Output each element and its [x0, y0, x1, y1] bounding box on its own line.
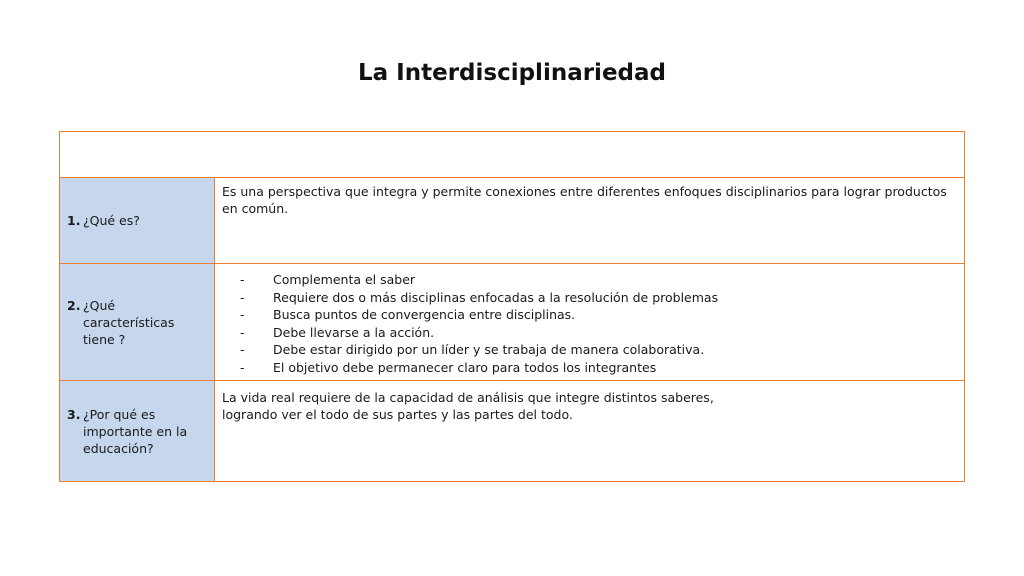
row-label: ¿Qué características tiene ? — [83, 297, 175, 347]
list-item: - Complementa el saber — [222, 271, 956, 289]
list-item: - Busca puntos de convergencia entre disciplinas. — [222, 306, 956, 324]
slide-title: La Interdisciplinariedad — [357, 60, 666, 86]
row-content-cell — [215, 381, 965, 482]
table-row — [60, 381, 965, 482]
row-content-cell — [215, 178, 965, 264]
table-header-row — [60, 132, 965, 178]
row-number: 1. — [67, 213, 81, 228]
bullet-dash: - — [240, 307, 245, 322]
row-label: ¿Qué es? — [83, 213, 140, 228]
list-item: - Debe llevarse a la acción. — [222, 324, 956, 342]
row-content-cell — [215, 264, 965, 381]
row-number: 2. — [67, 297, 81, 313]
list-item: - Requiere dos o más disciplinas enfocadas a la resolución de problemas — [222, 289, 956, 307]
row-description-line: logrando ver el todo de sus partes y las partes del todo. — [222, 407, 573, 422]
row-description: Es una perspectiva que integra y permite conexiones entre diferentes enfoques disciplinarios para lograr productos en común. — [222, 184, 947, 216]
bullet-dash: - — [240, 324, 245, 340]
row-description-line: La vida real requiere de la capacidad de análisis que integre distintos saberes, — [222, 390, 714, 405]
list-item: - El objetivo debe permanecer claro para todos los integrantes — [222, 359, 956, 377]
bullet-dash: - — [240, 289, 245, 305]
table-row — [60, 178, 965, 264]
row-label: ¿Por qué es importante en la educación? — [83, 406, 188, 456]
row-number: 3. — [67, 406, 81, 422]
row-label-cell — [60, 381, 215, 482]
row-label-cell — [60, 178, 215, 264]
bullet-dash: - — [240, 272, 245, 287]
characteristics-list — [222, 271, 956, 376]
table-header-cell — [60, 132, 965, 178]
row-label-cell — [60, 264, 215, 381]
content-table — [59, 131, 965, 482]
bullet-dash: - — [240, 359, 245, 375]
table-row — [60, 264, 965, 381]
bullet-dash: - — [240, 342, 245, 357]
list-item: - Debe estar dirigido por un líder y se trabaja de manera colaborativa. — [222, 341, 956, 359]
